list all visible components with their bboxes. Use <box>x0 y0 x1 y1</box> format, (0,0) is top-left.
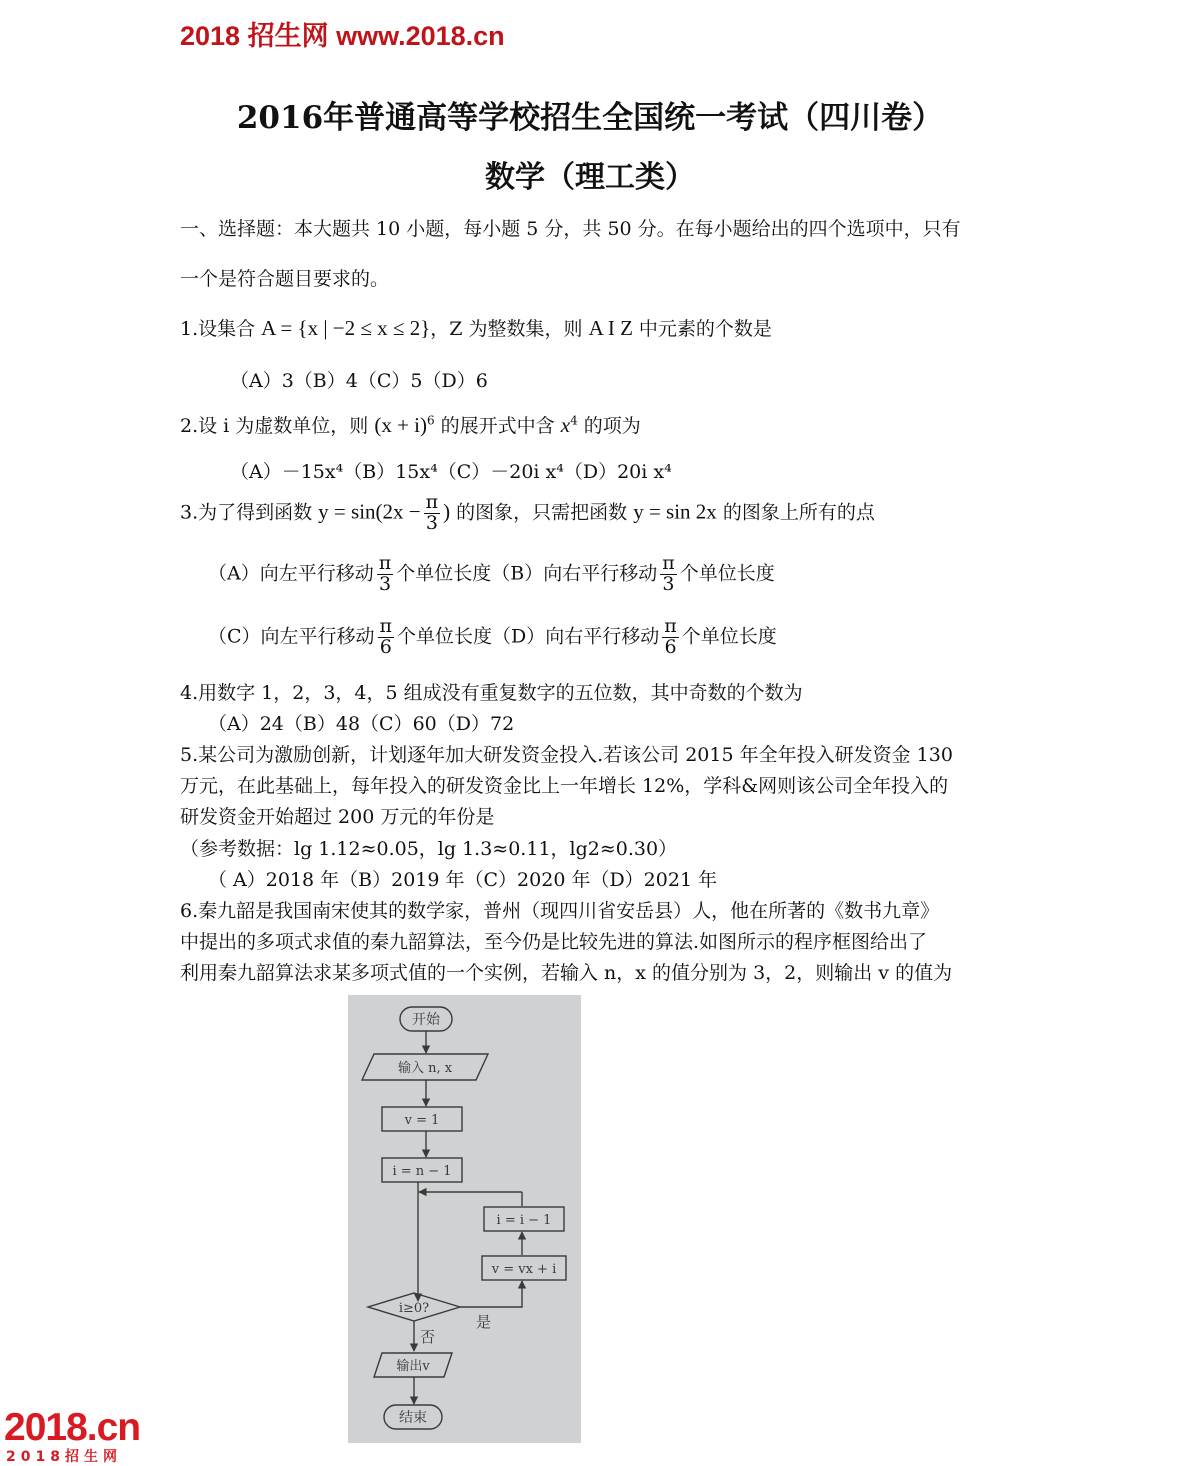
q1-expr: A I Z <box>588 316 633 340</box>
question-2 <box>180 411 641 438</box>
flow-start-label: 开始 <box>412 1012 440 1028</box>
q3-func2: y = sin 2x <box>633 499 717 524</box>
flow-no-label: 否 <box>420 1328 436 1346</box>
q2-exp: 6 <box>427 413 435 428</box>
q1-post: 中元素的个数是 <box>632 318 772 340</box>
flowchart-figure <box>348 995 581 1443</box>
q3-options-cd <box>208 617 777 658</box>
q3-post: 的图象上所有的点 <box>716 501 875 524</box>
flow-update-i-label: i = i − 1 <box>496 1213 552 1228</box>
q2-options: （A）－15x⁴（B）15x⁴（C）－20i x⁴（D）20i x⁴ <box>230 461 672 483</box>
question-1 <box>180 314 772 341</box>
q2-pre: 2.设 i 为虚数单位，则 <box>180 415 375 437</box>
q2-post: 的项为 <box>577 415 641 437</box>
flow-v-init-label: v = 1 <box>404 1113 440 1128</box>
q3-opt-a: （A）向左平行移动 <box>208 562 374 585</box>
q4-options: （A）24（B）48（C）60（D）72 <box>208 713 515 735</box>
question-6-line3: 利用秦九韶算法求某多项式值的一个实例，若输入 n，x 的值分别为 3，2，则输出 v 的值为 <box>180 962 953 984</box>
q5-reference-data: （参考数据：lg 1.12≈0.05，lg 1.3≈0.11，lg2≈0.30） <box>180 838 678 860</box>
q2-mid: 的展开式中含 <box>434 415 561 437</box>
flow-end-label: 结束 <box>399 1410 427 1426</box>
q3-fraction-pi-3: $\frac{\pi}{3}$ <box>425 491 439 534</box>
question-5-line1: 5.某公司为激励创新，计划逐年加大研发资金投入.若该公司 2015 年全年投入研发资金 130 <box>180 744 953 766</box>
q3-opt-c: （C）向左平行移动 <box>208 625 375 648</box>
q3-unit-d: 个单位长度 <box>681 625 777 648</box>
exam-title: 2016年普通高等学校招生全国统一考试（四川卷） <box>236 100 944 136</box>
question-6-line2: 中提出的多项式求值的秦九韶算法，至今仍是比较先进的算法.如图所示的程序框图给出了 <box>180 931 928 953</box>
logo-sub-text: 2018招生网 <box>6 1449 122 1465</box>
q1-pre: 1.设集合 <box>180 318 262 340</box>
q1-options: （A）3（B）4（C）5（D）6 <box>230 370 488 392</box>
question-4: 4.用数字 1，2，3，4，5 组成没有重复数字的五位数，其中奇数的个数为 <box>180 682 803 704</box>
question-5-line2: 万元，在此基础上，每年投入的研发资金比上一年增长 12%，学科&网则该公司全年投入的 <box>180 775 949 797</box>
q3-func1-post: ) <box>443 499 451 524</box>
q2-var: x <box>560 413 571 437</box>
q2-var-exp: 4 <box>570 413 578 428</box>
q3-opt-b-fraction: $\frac{\pi}{3}$ <box>662 552 675 595</box>
site-logo[interactable] <box>4 1406 154 1465</box>
q5-options: （ A）2018 年（B）2019 年（C）2020 年（D）2021 年 <box>208 869 718 891</box>
q3-pre: 3.为了得到函数 <box>180 501 319 524</box>
q1-set: A = {x | −2 ≤ x ≤ 2} <box>261 316 431 340</box>
question-5-line3: 研发资金开始超过 200 万元的年份是 <box>180 806 495 828</box>
question-3 <box>180 493 875 534</box>
q3-opt-a-fraction: $\frac{\pi}{3}$ <box>378 552 392 595</box>
flow-output-label: 输出v <box>396 1359 430 1374</box>
q1-mid: ，Z 为整数集，则 <box>430 318 589 340</box>
flow-i-init-label: i = n − 1 <box>392 1164 452 1179</box>
q2-expr: (x + i) <box>374 413 427 437</box>
section-intro-line1: 一、选择题：本大题共 10 小题，每小题 5 分，共 50 分。在每小题给出的四个选项中，只有 <box>180 218 961 240</box>
q3-options-ab <box>208 554 775 595</box>
section-intro-line2: 一个是符合题目要求的。 <box>180 268 390 290</box>
q3-opt-c-fraction: $\frac{\pi}{6}$ <box>379 615 393 658</box>
q3-opt-b: 个单位长度（B）向右平行移动 <box>396 562 658 585</box>
q3-mid: 的图象，只需把函数 <box>450 501 634 524</box>
q3-unit-b: 个单位长度 <box>679 562 775 585</box>
q3-opt-d: 个单位长度（D）向右平行移动 <box>397 625 660 648</box>
exam-subtitle: 数学（理工类） <box>485 160 695 195</box>
question-6-line1: 6.秦九韶是我国南宋使其的数学家，普州（现四川省安岳县）人，他在所著的《数书九章》 <box>180 900 940 922</box>
q3-func1-pre: y = sin(2x − <box>318 499 421 524</box>
flow-condition-label: i≥0? <box>398 1301 430 1316</box>
q3-opt-d-fraction: $\frac{\pi}{6}$ <box>664 615 677 658</box>
site-header-link[interactable]: 2018 招生网 www.2018.cn <box>180 21 505 51</box>
logo-main-text: 2018.cn <box>4 1406 141 1449</box>
flow-input-label: 输入 n, x <box>397 1061 453 1076</box>
flow-yes-label: 是 <box>476 1313 492 1331</box>
flow-update-v-label: v = vx + i <box>491 1262 557 1277</box>
